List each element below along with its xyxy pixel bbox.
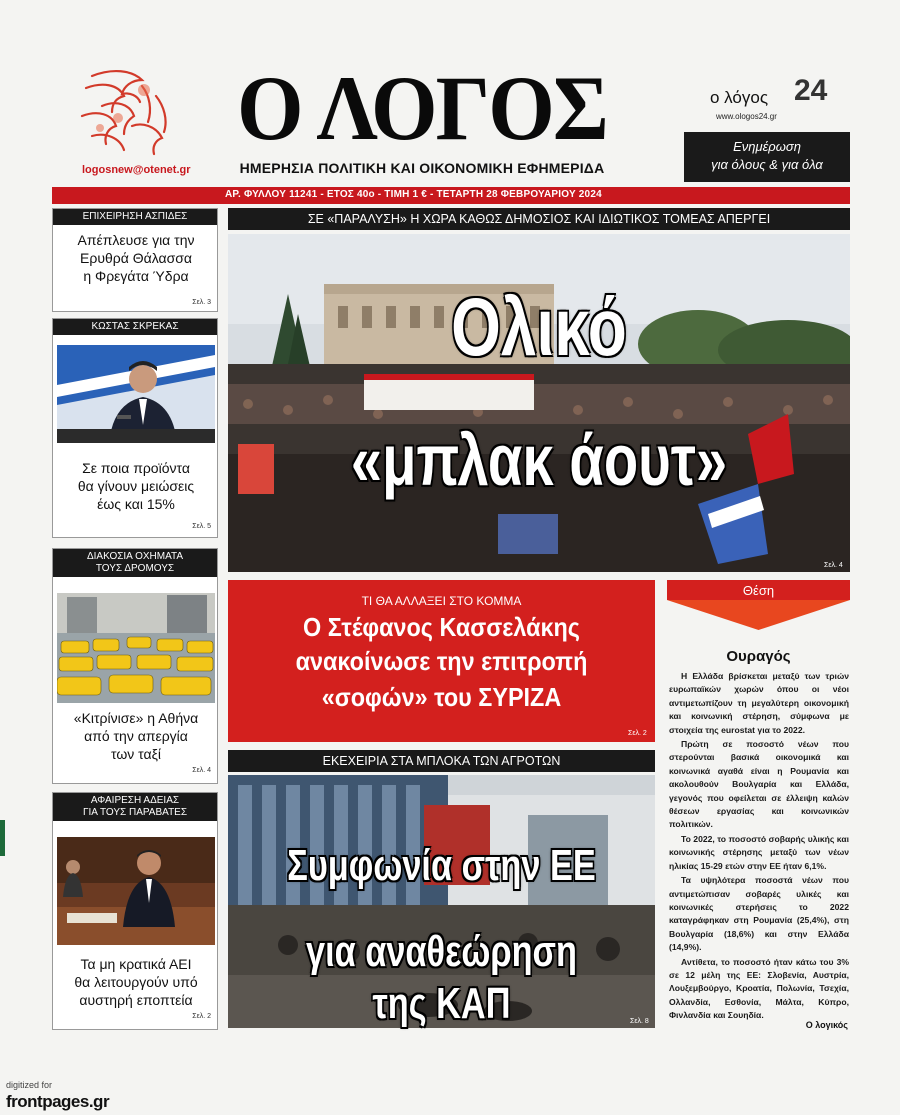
digitized-label: digitized for xyxy=(6,1080,53,1090)
sidebar-story-skrekas[interactable] xyxy=(52,318,218,538)
sidebar-headline-line: η Φρεγάτα Ύδρα xyxy=(83,268,189,284)
page-ref: Σελ. 2 xyxy=(192,1013,211,1020)
masthead-title: Ο ΛΟΓΟΣ xyxy=(236,57,608,159)
syriza-story-kicker: ΤΙ ΘΑ ΑΛΛΑΞΕΙ ΣΤΟ ΚΟΜΜΑ xyxy=(361,594,522,608)
newspaper-logo-figures xyxy=(72,66,182,161)
sidebar-headline-line: έως και 15% xyxy=(97,496,175,512)
sidebar-headline-line: Τα μη κρατικά ΑΕΙ xyxy=(80,956,192,972)
tagline-line-1: Ενημέρωση xyxy=(733,139,801,154)
sidebar-kicker: ΕΠΙΧΕΙΡΗΣΗ ΑΣΠΙΔΕΣ xyxy=(53,209,217,225)
sidebar-headline-line: Ερυθρά Θάλασσα xyxy=(80,250,192,266)
taxis-photo xyxy=(57,593,215,703)
brand-url: www.ologos24.gr xyxy=(716,112,777,121)
sidebar-kicker-line: ΤΟΥΣ ΔΡΟΜΟΥΣ xyxy=(95,563,175,574)
sidebar-kicker: ΚΩΣΤΑΣ ΣΚΡΕΚΑΣ xyxy=(53,319,217,335)
page-ref: Σελ. 3 xyxy=(192,299,211,306)
page-ref: Σελ. 4 xyxy=(824,562,843,569)
sidebar-headline-line: θα λειτουργούν υπό xyxy=(74,974,198,990)
column-paragraph: Πρώτη σε ποσοστό νέων που στερούνται βασικά οικονομικά και κοινωνικά αγαθά είναι η Ρουμανία και ακολουθούν Βουλγαρία και Ελλάδα, γεγονός που οφείλεται σε έλλειψη καλών θέσεων εργασίας και κοινωνικών πολιτικών. xyxy=(669,739,849,830)
column-author: Ο λογικός xyxy=(805,1020,848,1030)
column-paragraph: Αντίθετα, το ποσοστό ήταν κάτω του 3% σε 12 μέλη της ΕΕ: Σλοβενία, Αυστρία, Λουξεμβούργο, Κροατία, Πολωνία, Τσεχία, Ολλανδία, Εσθονία, Μάλτα, Κύπρο, Φινλανδία και Σουηδία. xyxy=(669,956,849,1021)
minister-photo xyxy=(57,345,215,443)
farmers-headline-line-1: Συμφωνία στην ΕΕ xyxy=(287,841,596,890)
column-label: Θέση xyxy=(742,583,775,598)
sidebar-headline-line: των ταξί xyxy=(111,746,161,762)
brand-number: 24 xyxy=(794,74,828,107)
sidebar-kicker-line: ΓΙΑ ΤΟΥΣ ΠΑΡΑΒΑΤΕΣ xyxy=(82,807,188,818)
syriza-headline-line-1: Ο Στέφανος Κασσελάκης xyxy=(303,612,580,642)
main-headline-line-1: Ολικό xyxy=(451,282,627,373)
sidebar-kicker xyxy=(53,549,217,577)
sidebar-headline-line: θα γίνουν μειώσεις xyxy=(77,478,195,494)
main-headline-line-2: «μπλακ άουτ» xyxy=(350,421,728,501)
sidebar-headline xyxy=(57,231,215,285)
page-ref: Σελ. 5 xyxy=(192,523,211,530)
sidebar-headline xyxy=(57,459,215,513)
sidebar-headline-line: αυστηρή εποπτεία xyxy=(79,992,193,1008)
sidebar-headline-line: από την απεργία xyxy=(84,728,188,744)
sidebar-headline xyxy=(57,955,215,1009)
page-ref: Σελ. 8 xyxy=(630,1018,649,1025)
main-story-kicker: ΣΕ «ΠΑΡΑΛΥΣΗ» Η ΧΩΡΑ ΚΑΘΩΣ ΔΗΜΟΣΙΟΣ ΚΑΙ ΙΔΙΩΤΙΚΟΣ ΤΟΜΕΑΣ ΑΠΕΡΓΕΙ xyxy=(307,212,771,226)
sidebar-kicker-line: ΑΦΑΙΡΕΣΗ ΑΔΕΙΑΣ xyxy=(90,795,180,806)
masthead-subtitle: ΗΜΕΡΗΣΙΑ ΠΟΛΙΤΙΚΗ ΚΑΙ ΟΙΚΟΝΟΜΙΚΗ ΕΦΗΜΕΡΙΔΑ xyxy=(239,160,605,176)
column-paragraph: Η Ελλάδα βρίσκεται μεταξύ των τριών ευρωπαϊκών χωρών όπου οι νέοι αντιμετωπίζουν τη μεγαλύτερη οικονομική και κοινωνική στέρηση, σύμφωνα με στοιχεία της eurostat για το 2022. xyxy=(669,671,849,735)
sidebar-story-universities[interactable] xyxy=(52,792,218,1030)
sidebar-story-taxis[interactable] xyxy=(52,548,218,784)
farmers-story-kicker: ΕΚΕΧΕΙΡΙΑ ΣΤΑ ΜΠΛΟΚΑ ΤΩΝ ΑΓΡΟΤΩΝ xyxy=(322,754,561,768)
sidebar-headline xyxy=(57,709,215,763)
brand-name: ο λόγος xyxy=(710,88,769,107)
contact-email: logosnew@otenet.gr xyxy=(82,164,191,176)
tagline-line-2: για όλους & για όλα xyxy=(711,157,823,172)
sidebar-headline-line: «Κιτρίνισε» η Αθήνα xyxy=(73,710,199,726)
parliament-photo xyxy=(57,837,215,945)
sidebar-story-frigate[interactable] xyxy=(52,208,218,312)
sidebar-headline-line: Απέπλευσε για την xyxy=(77,232,195,248)
sidebar-kicker xyxy=(53,793,217,821)
syriza-headline-line-2: ανακοίνωσε την επιτροπή xyxy=(295,646,588,676)
sidebar-kicker-line: ΔΙΑΚΟΣΙΑ ΟΧΗΜΑΤΑ xyxy=(86,551,184,562)
page-edge-mark xyxy=(0,820,5,856)
issue-info: ΑΡ. ΦΥΛΛΟΥ 11241 - ΕΤΟΣ 40ο - ΤΙΜΗ 1 € - ΤΕΤΑΡΤΗ 28 ΦΕΒΡΟΥΑΡΙΟΥ 2024 xyxy=(225,189,602,200)
farmers-headline-line-2: για αναθεώρηση της ΚΑΠ xyxy=(305,927,578,1028)
page-ref: Σελ. 2 xyxy=(628,730,647,737)
page-ref: Σελ. 4 xyxy=(192,767,211,774)
tagline-box xyxy=(684,132,850,182)
syriza-headline-line-3: «σοφών» του ΣΥΡΙΖΑ xyxy=(321,682,562,712)
column-paragraph: Το 2022, το ποσοστό σοβαρής υλικής και κοινωνικής στέρησης μεταξύ των νέων ηλικίας 15-29 ετών στην ΕΕ ήταν 6,1%. xyxy=(669,833,849,871)
column-paragraph: Τα υψηλότερα ποσοστά νέων που αντιμετώπισαν σοβαρές υλικές και κοινωνικές στερήσεις το 2022 καταγράφηκαν στη Ρουμανία (25,4%), στη Βουλγαρία (18,6%) και στην Ελλάδα (14,9%). xyxy=(669,875,849,953)
column-arrow-icon xyxy=(667,600,850,630)
frontpages-link[interactable]: frontpages.gr xyxy=(6,1092,110,1111)
column-body xyxy=(669,670,849,1024)
column-title: Ουραγός xyxy=(726,648,791,665)
sidebar-headline-line: Σε ποια προϊόντα xyxy=(82,460,190,476)
